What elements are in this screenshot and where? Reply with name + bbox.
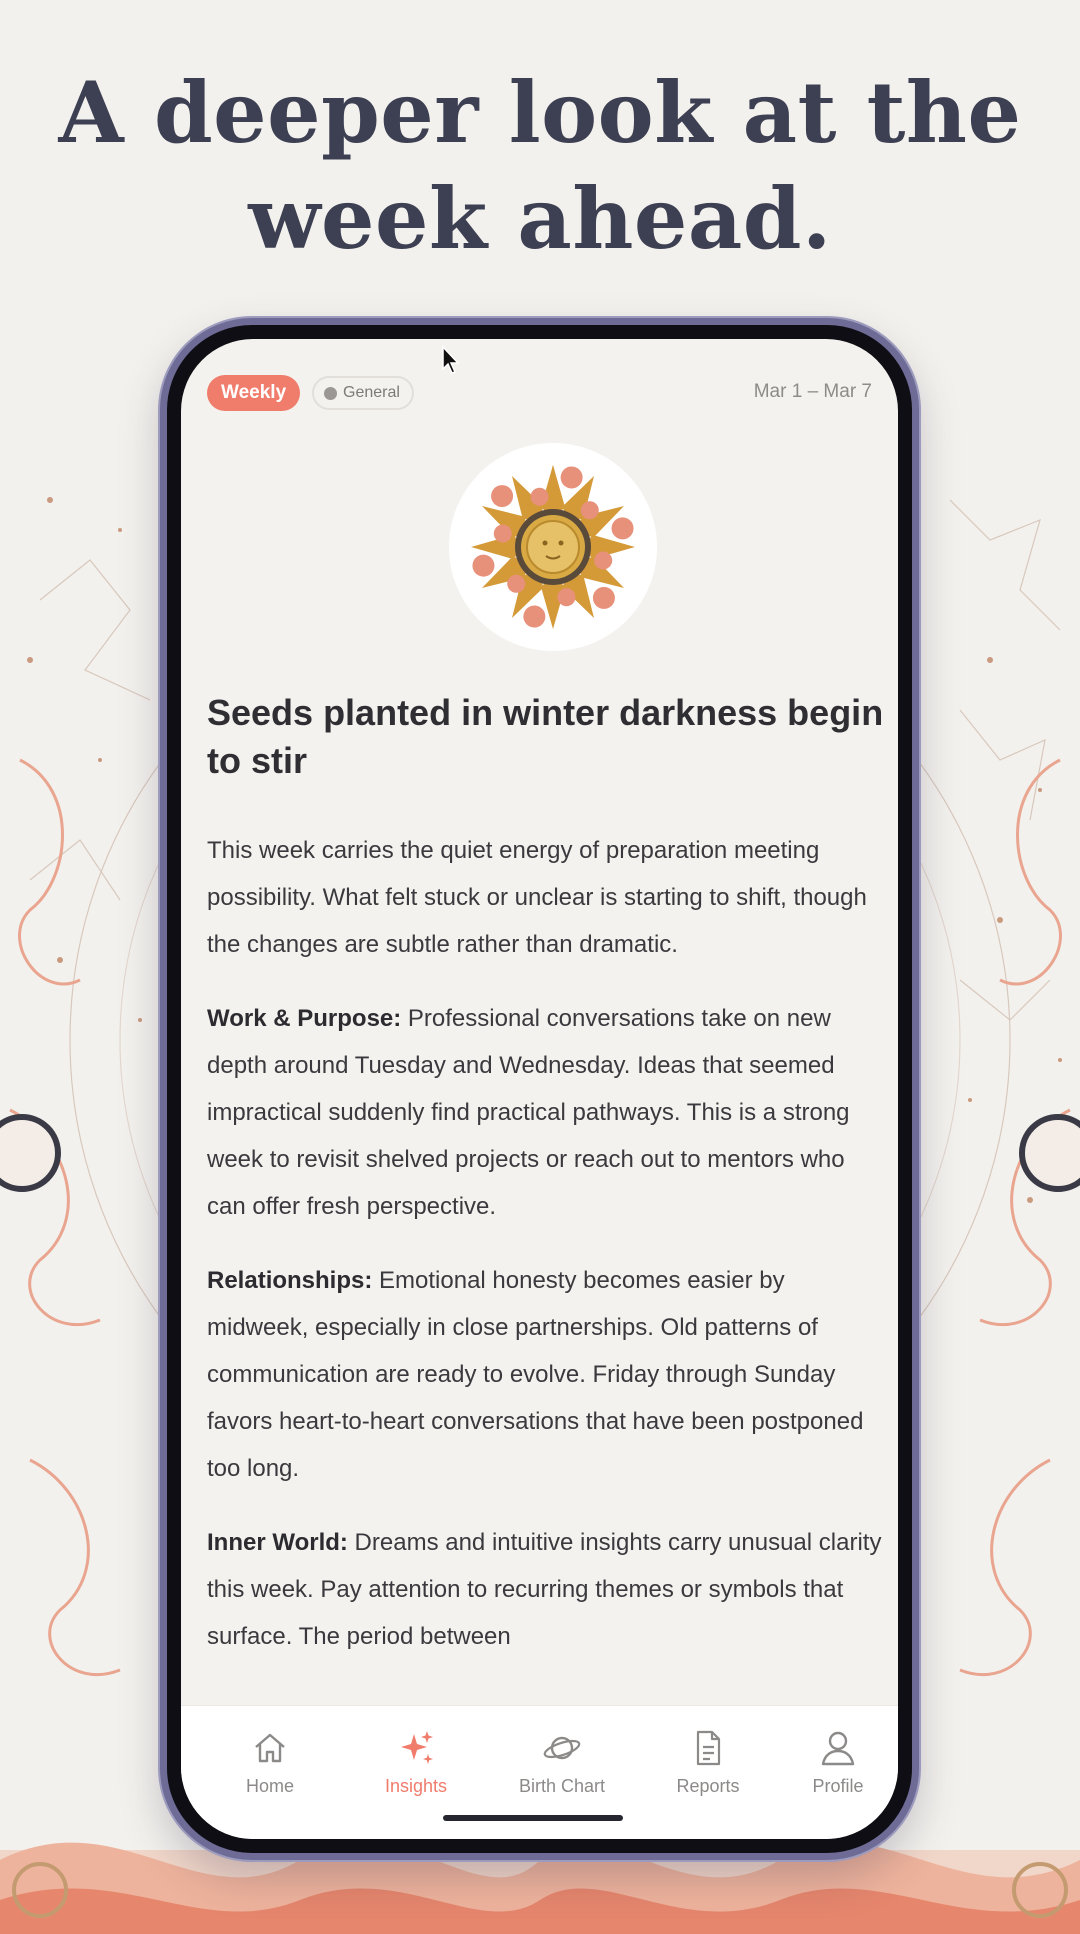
- headline-line-1: A deeper look at the: [58, 63, 1022, 162]
- tab-insights[interactable]: [343, 1728, 489, 1797]
- section-heading: Inner World:: [207, 1529, 348, 1556]
- general-pill-label: General: [343, 384, 400, 401]
- tab-birth-chart[interactable]: [489, 1728, 635, 1797]
- section-work: [207, 995, 887, 1230]
- tab-profile[interactable]: [765, 1728, 898, 1797]
- tab-label: Birth Chart: [518, 1776, 606, 1796]
- date-range: Mar 1 – Mar 7: [753, 381, 872, 402]
- mouse-cursor-icon: [441, 345, 461, 375]
- tab-label: Insights: [384, 1776, 448, 1796]
- headline-line-2: week ahead.: [248, 169, 832, 268]
- tab-reports[interactable]: [635, 1728, 781, 1797]
- globe-icon: [324, 387, 337, 400]
- article-intro: This week carries the quiet energy of preparation meeting possibility. What felt stuck or unclear is starting to shift, though the changes are subtle rather than dramatic.: [207, 837, 867, 958]
- section-text: Professional conversations take on new depth around Tuesday and Wednesday. Ideas that seemed impractical suddenly find practical pathways. This is a strong week to revisit shelved projects or reach out to mentors who can offer fresh perspective.: [207, 1005, 850, 1220]
- weekly-pill[interactable]: Weekly: [207, 375, 300, 411]
- horoscope-header: [181, 339, 898, 419]
- home-icon: [250, 1728, 290, 1768]
- tab-home[interactable]: [197, 1728, 343, 1797]
- bottom-tab-bar: [181, 1705, 898, 1839]
- general-pill[interactable]: [312, 376, 414, 410]
- section-heading: Work & Purpose:: [207, 1005, 402, 1032]
- section-text: Dreams and intuitive insights carry unusual clarity this week. Pay attention to recurring themes or symbols that surface. The period between: [207, 1529, 882, 1650]
- tab-label: Reports: [676, 1776, 740, 1796]
- home-indicator[interactable]: [443, 1815, 623, 1821]
- section-text: Emotional honesty becomes easier by midweek, especially in close partnerships. Old patterns of communication are ready to evolve. Friday through Sunday favors heart-to-heart conversations that have been postponed too long.: [207, 1267, 864, 1482]
- page-headline: [0, 60, 1080, 272]
- user-icon: [818, 1728, 858, 1768]
- planet-icon: [542, 1728, 582, 1768]
- weekly-article: [207, 689, 887, 1687]
- section-relationships: [207, 1257, 887, 1492]
- section-heading: Relationships:: [207, 1267, 373, 1294]
- phone-mockup: [160, 318, 919, 1860]
- app-screen: [181, 339, 898, 1839]
- tab-label: Profile: [812, 1776, 864, 1796]
- tab-label: Home: [245, 1776, 294, 1796]
- section-inner-world: [207, 1519, 887, 1660]
- sun-mandala-illustration: [449, 443, 657, 651]
- sparkles-icon: [396, 1728, 436, 1768]
- document-icon: [688, 1728, 728, 1768]
- article-title: Seeds planted in winter darkness begin to stir: [207, 692, 884, 781]
